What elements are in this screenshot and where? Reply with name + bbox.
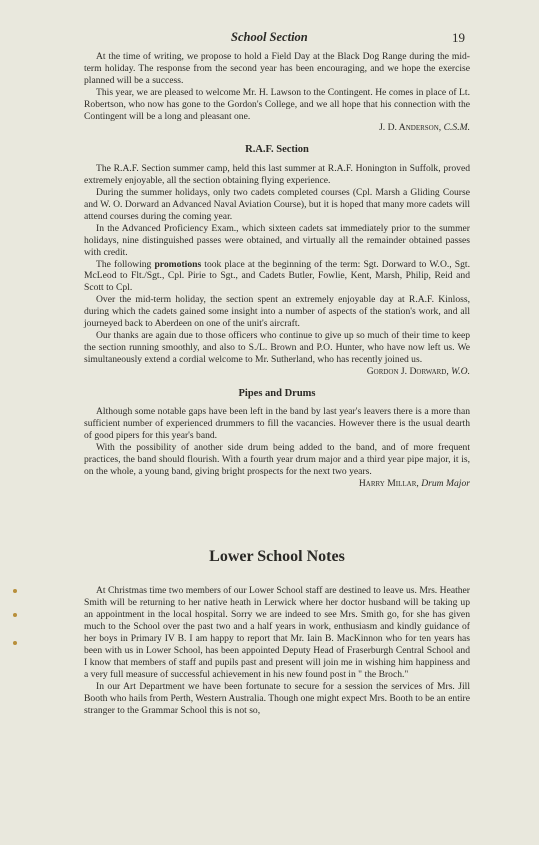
page-number: 19 xyxy=(452,30,465,45)
paragraph: In the Advanced Proficiency Exam., which sixteen cadets sat immediately prior to the summer holidays, nine distinguished passes were obtained, and virtually all the remainder obtained passes with credit. xyxy=(84,222,470,258)
paragraph: Over the mid-term holiday, the section spent an extremely enjoyable day at R.A.F. Kinloss, during which the cadets gained some insight into a number of aspects of the station's work, and all journeyed back to Aberdeen on one of the unit's aircraft. xyxy=(84,294,470,330)
margin-mark xyxy=(13,641,17,645)
section-heading-pipes: Pipes and Drums xyxy=(238,387,316,399)
signature xyxy=(84,478,470,490)
section-heading-raf: R.A.F. Section xyxy=(245,144,309,156)
signature-name: Gordon J. Dorward, xyxy=(366,365,449,377)
signature-role: W.O. xyxy=(451,365,470,377)
paragraph xyxy=(84,259,470,295)
paragraph: During the summer holidays, only two cadets completed courses (Cpl. Marsh a Gliding Course and W. O. Dorward an Advanced Naval Aviation Course), but it is hoped that many more cadets will attend courses during the coming year. xyxy=(84,187,470,222)
section-title: School Section xyxy=(231,30,308,44)
paragraph: Our thanks are again due to those officers who continue to give up so much of their time to keep the section running smoothly, and also to S./L. Brown and P.O. Hunter, who have now left us. We simultaneously extend a cordial welcome to Mr. Sutherland, who has recently joined us. xyxy=(84,329,470,365)
signature-name: J. D. Anderson, xyxy=(379,122,442,134)
signature-role: C.S.M. xyxy=(443,122,470,134)
paragraph: The R.A.F. Section summer camp, held this last summer at R.A.F. Honington in Suffolk, proved extremely enjoyable, all the section obtaining flying experience. xyxy=(84,163,470,187)
promo-intro: The following xyxy=(96,258,155,270)
paragraph: This year, we are pleased to welcome Mr. H. Lawson to the Contingent. He comes in place of Lt. Robertson, who now has gone to the Gordon's College, and we all hope that his connection with the Contingent will be a long and pleasant one. xyxy=(84,86,470,122)
promo-rest: took place at the beginning of the term: Sgt. Dorward to W.O., Sgt. McLeod to Flt./Sgt., Cpl. Pirie to Sgt., and Cadets Butler, Fowlie, Kent, Marsh, Philip, Reid and Scott to Cpl. xyxy=(84,258,470,294)
paragraph: At Christmas time two members of our Lower School staff are destined to leave us. Mrs. Heather Smith will be returning to her native heath in Lerwick where her doctor husband will be taking up an appointment in the local hospital. Sorry we are indeed to see Mrs. Smith go, for she has given much to the School over the past two and a half years in work, enthusiasm and kindly guidance of her boys in Primary IV B. I am happy to report that Mr. Iain B. MacKinnon who for ten years has been with us in Lower School, has been appointed Deputy Head of Fraserburgh Central School and I know that members of staff and pupils past and present will join me in wishing him happiness and a very full measure of successful achievement in his new found post in " the Broch." xyxy=(84,585,470,680)
signature-name: Harry Millar, xyxy=(358,477,419,489)
lower-school-notes xyxy=(84,585,470,717)
paragraph: Although some notable gaps have been left in the band by last year's leavers there is a more than sufficient number of experienced drummers to fill the vacancies. However there is the usual dearth of good pipers for this year's band. xyxy=(84,406,470,442)
margin-mark xyxy=(13,589,17,593)
signature xyxy=(84,366,470,378)
promo-word: promotions xyxy=(154,258,202,270)
paragraph: At the time of writing, we propose to hold a Field Day at the Black Dog Range during the mid-term holiday. The response from the second year has been encouraging, and we hope the exercise planned will be a success. xyxy=(84,51,470,86)
margin-mark xyxy=(13,613,17,617)
signature-role: Drum Major xyxy=(421,477,470,489)
signature xyxy=(84,122,470,134)
cadet-notes xyxy=(84,51,470,490)
paragraph: With the possibility of another side drum being added to the band, and of more frequent practices, the band should flourish. With a fourth year drum major and a third year pipe major, it is, on the whole, a young band, giving bright prospects for the next two years. xyxy=(84,442,470,477)
lower-school-heading: Lower School Notes xyxy=(209,548,345,565)
paragraph: In our Art Department we have been fortunate to secure for a session the services of Mrs. Jill Booth who hails from Perth, Western Australia. Though one might expect Mrs. Booth to be an entire stranger to the Grammar School this is not so, xyxy=(84,681,470,716)
running-header xyxy=(0,30,539,46)
